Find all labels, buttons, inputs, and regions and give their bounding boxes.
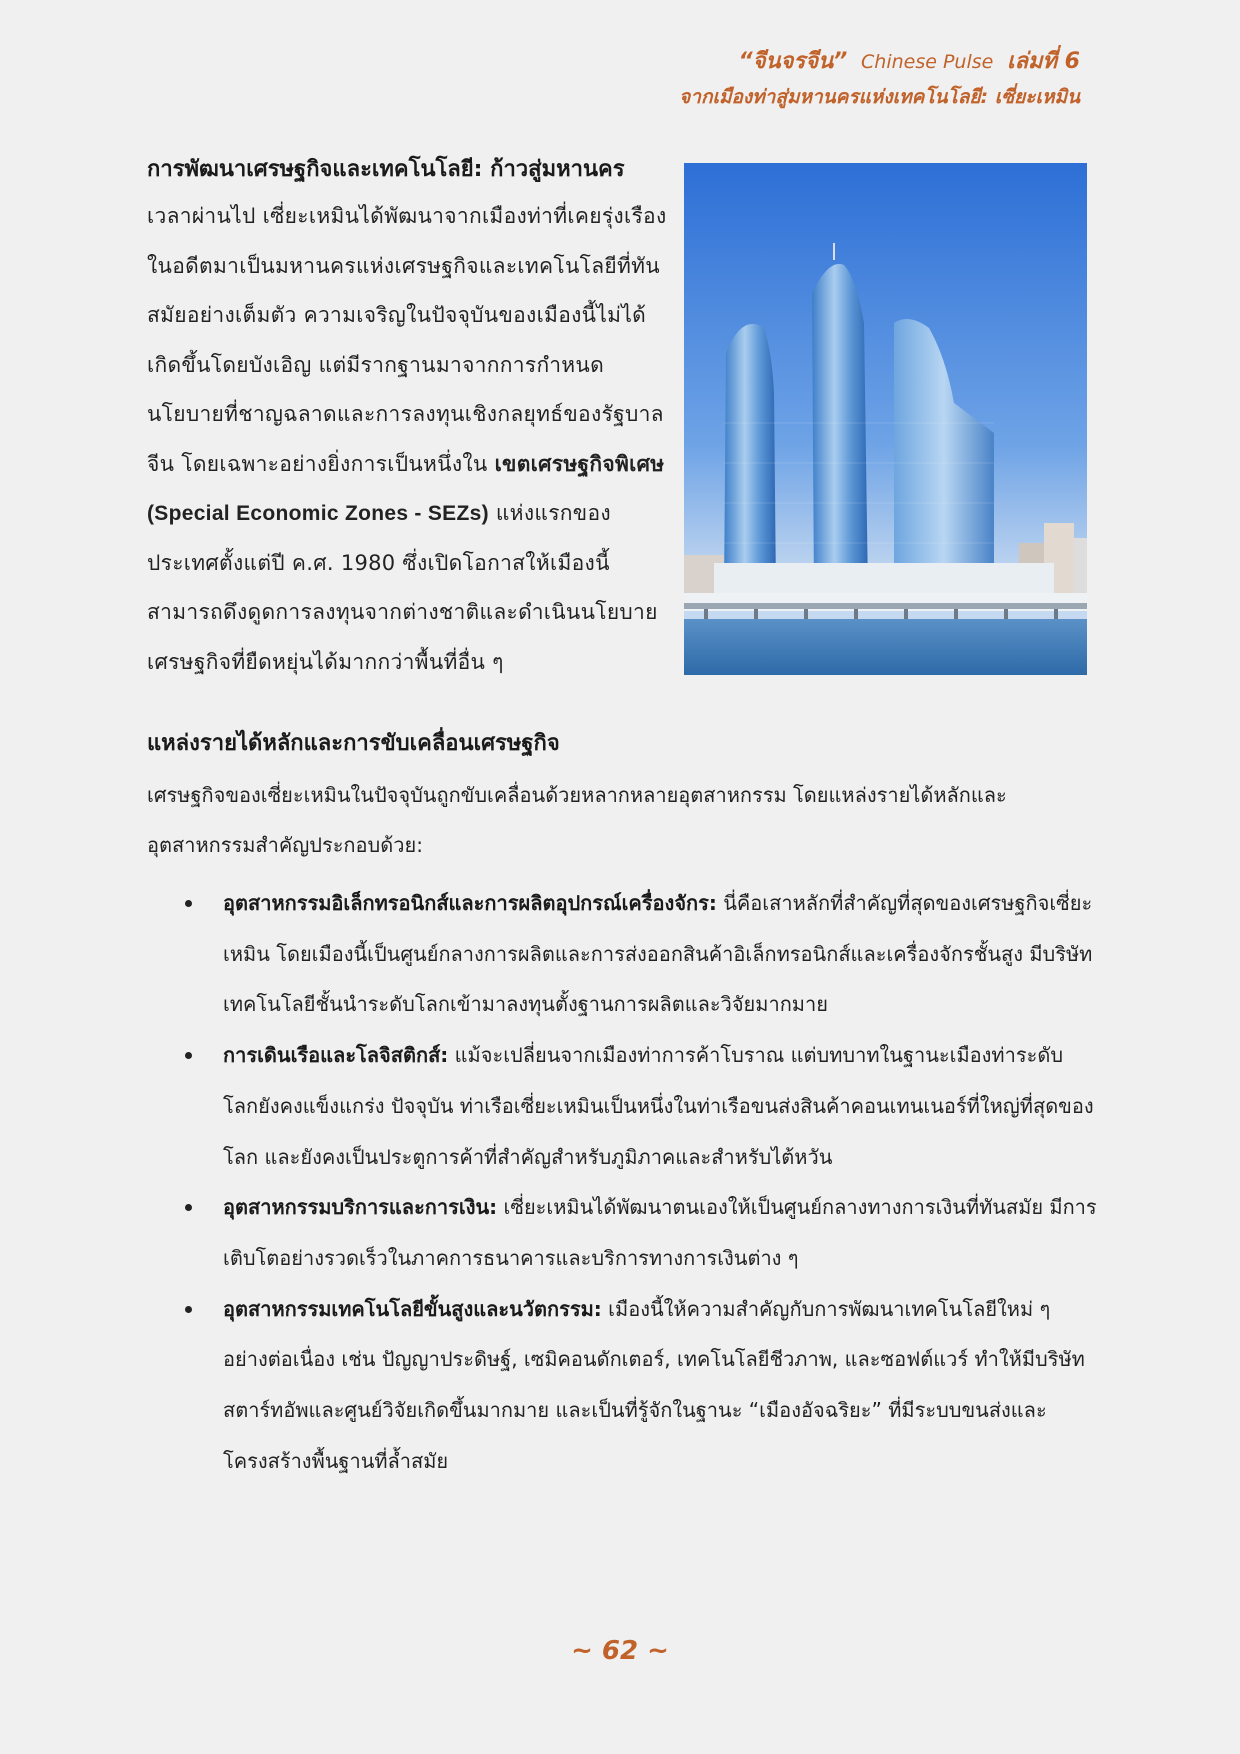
section-heading: การพัฒนาเศรษฐกิจและเทคโนโลยี: ก้าวสู่มหานคร xyxy=(147,157,625,182)
page-header xyxy=(679,44,1080,114)
section-paragraph xyxy=(147,192,667,687)
bullet-icon xyxy=(185,1052,192,1059)
volume-label: เล่มที่ 6 xyxy=(1007,49,1080,74)
income-section xyxy=(147,722,1097,1486)
industry-list xyxy=(147,878,1097,1486)
list-item-text: แม้จะเปลี่ยนจากเมืองท่าการค้าโบราณ แต่บทบาทในฐานะเมืองท่าระดับโลกยังคงแข็งแกร่ง ปัจจุบัน ท่าเรือเซี่ยะเหมินเป็นหนึ่งในท่าเรือขนส่งสินค้าคอนเทนเนอร์ที่ใหญ่ที่สุดของโลก และยังคงเป็นประตูการค้าที่สำคัญสำหรับภูมิภาคและสำหรับไต้หวัน xyxy=(223,1043,1094,1169)
xiamen-skyline-photo xyxy=(684,163,1087,675)
list-item-text: นี่คือเสาหลักที่สำคัญที่สุดของเศรษฐกิจเซี่ยะเหมิน โดยเมืองนี้เป็นศูนย์กลางการผลิตและการส่งออกสินค้าอิเล็กทรอนิกส์และเครื่องจักรชั้นสูง มีบริษัทเทคโนโลยีชั้นนำระดับโลกเข้ามาลงทุนตั้งฐานการผลิตและวิจัยมากมาย xyxy=(223,891,1093,1017)
list-item-title: อุตสาหกรรมอิเล็กทรอนิกส์และการผลิตอุปกรณ์เครื่องจักร: xyxy=(223,891,717,915)
paragraph-text-before: เวลาผ่านไป เซี่ยะเหมินได้พัฒนาจากเมืองท่าที่เคยรุ่งเรืองในอดีตมาเป็นมหานครแห่งเศรษฐกิจและเทคโนโลยีที่ทันสมัยอย่างเต็มตัว ความเจริญในปัจจุบันของเมืองนี้ไม่ได้เกิดขึ้นโดยบังเอิญ แต่มีรากฐานมาจากการกำหนดนโยบายที่ชาญฉลาดและการลงทุนเชิงกลยุทธ์ของรัฐบาลจีน โดยเฉพาะอย่างยิ่งการเป็นหนึ่งใน xyxy=(147,204,667,476)
bullet-icon xyxy=(185,900,192,907)
header-subtitle: จากเมืองท่าสู่มหานครแห่งเทคโนโลยี: เซี่ยะเหมิน xyxy=(679,86,1080,108)
header-series-line xyxy=(679,44,1080,80)
series-english-title: Chinese Pulse xyxy=(861,51,994,73)
list-item-title: การเดินเรือและโลจิสติกส์: xyxy=(223,1043,449,1068)
list-item xyxy=(147,878,1097,1030)
list-item-title: อุตสาหกรรมบริการและการเงิน: xyxy=(223,1195,498,1220)
list-item-text: เมืองนี้ให้ความสำคัญกับการพัฒนาเทคโนโลยีใหม่ ๆ อย่างต่อเนื่อง เช่น ปัญญาประดิษฐ์, เซมิคอนดักเตอร์, เทคโนโลยีชีวภาพ, และซอฟต์แวร์ ทำให้มีบริษัทสตาร์ทอัพและศูนย์วิจัยเกิดขึ้นมากมาย และเป็นที่รู้จักในฐานะ “เมืองอัจฉริยะ” ที่มีระบบขนส่งและโครงสร้างพื้นฐานที่ล้ำสมัย xyxy=(223,1296,1085,1473)
series-title: “จีนจรจีน” xyxy=(738,49,848,74)
list-item xyxy=(147,1284,1097,1487)
sez-term: เขตเศรษฐกิจพิเศษ (Special Economic Zones - SEZs) xyxy=(147,452,665,525)
list-item xyxy=(147,1030,1097,1182)
bullet-icon xyxy=(185,1204,192,1211)
list-item-title: อุตสาหกรรมเทคโนโลยีขั้นสูงและนวัตกรรม: xyxy=(223,1296,602,1321)
paragraph-text-after: แห่งแรกของประเทศตั้งแต่ปี ค.ศ. 1980 ซึ่งเปิดโอกาสให้เมืองนี้สามารถดึงดูดการลงทุนจากต่างชาติและดำเนินนโยบายเศรษฐกิจที่ยืดหยุ่นได้มากกว่าพื้นที่อื่น ๆ xyxy=(147,501,658,674)
list-item-text: เซี่ยะเหมินได้พัฒนาตนเองให้เป็นศูนย์กลางทางการเงินที่ทันสมัย มีการเติบโตอย่างรวดเร็วในภาคการธนาคารและบริการทางการเงินต่าง ๆ xyxy=(223,1195,1097,1270)
economy-tech-section xyxy=(147,150,667,687)
page-number: ~ 62 ~ xyxy=(571,1636,669,1666)
list-item xyxy=(147,1182,1097,1283)
bullet-icon xyxy=(185,1306,192,1313)
section-heading: แหล่งรายได้หลักและการขับเคลื่อนเศรษฐกิจ xyxy=(147,731,560,756)
section-intro: เศรษฐกิจของเซี่ยะเหมินในปัจจุบันถูกขับเคลื่อนด้วยหลากหลายอุตสาหกรรม โดยแหล่งรายได้หลักและอุตสาหกรรมสำคัญประกอบด้วย: xyxy=(147,783,1007,857)
